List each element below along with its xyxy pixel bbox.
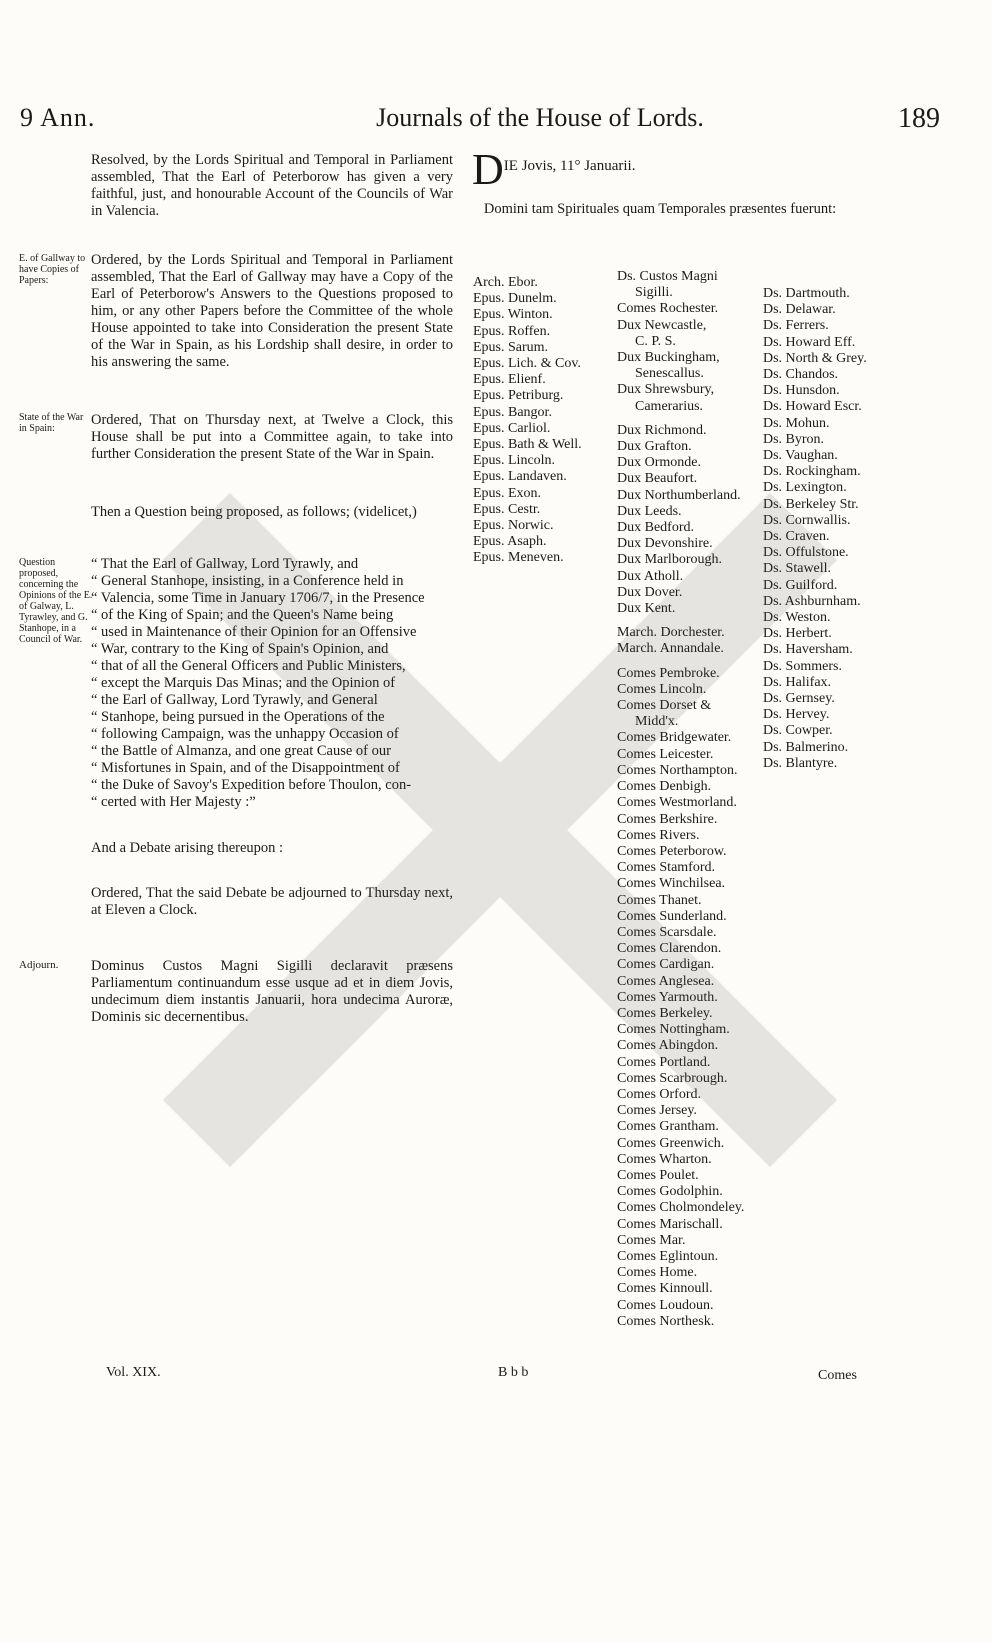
question-line: “ That the Earl of Gallway, Lord Tyrawly, and bbox=[91, 556, 359, 572]
attendee-entry: Ds. Custos Magni bbox=[617, 269, 718, 284]
ordered-paragraph-committee: Ordered, That on Thursday next, at Twelve a Clock, this House shall be put into a Committee again, to take into further Consideration the present State of the War in Spain. bbox=[91, 412, 453, 462]
attendee-entry: Comes Mar. bbox=[617, 1232, 686, 1248]
attendee-entry: Ds. Howard Escr. bbox=[763, 399, 862, 415]
attendee-entry: Comes Scarsdale. bbox=[617, 924, 717, 940]
question-intro: Then a Question being proposed, as follows; (videlicet,) bbox=[91, 504, 417, 520]
attendee-entry: Comes Scarbrough. bbox=[617, 1070, 728, 1086]
attendee-entry: Dux Richmond. bbox=[617, 422, 707, 438]
attendee-entry: Epus. Lich. & Cov. bbox=[473, 356, 581, 372]
attendee-entry: Comes Pembroke. bbox=[617, 665, 720, 681]
attendee-entry: Comes Greenwich. bbox=[617, 1135, 725, 1151]
question-line: “ War, contrary to the King of Spain's Opinion, and bbox=[91, 641, 389, 657]
attendee-entry: Ds. Howard Eff. bbox=[763, 334, 856, 350]
question-line: “ certed with Her Majesty :” bbox=[91, 794, 256, 810]
attendee-entry: Ds. Offulstone. bbox=[763, 545, 849, 561]
attendee-entry: Dux Shrewsbury, bbox=[617, 382, 715, 398]
bishops-list bbox=[473, 275, 582, 567]
attendee-entry: Ds. Cowper. bbox=[763, 723, 833, 739]
attendee-entry: Ds. Weston. bbox=[763, 610, 831, 626]
attendee-entry: Ds. Dartmouth. bbox=[763, 286, 850, 301]
attendee-entry: Comes Jersey. bbox=[617, 1103, 697, 1119]
attendee-entry: Dux Kent. bbox=[617, 601, 676, 617]
attendee-entry: Senescallus. bbox=[635, 366, 704, 382]
attendee-entry: Dux Atholl. bbox=[617, 568, 684, 584]
attendee-entry: Ds. Cornwallis. bbox=[763, 512, 851, 528]
question-line: “ Stanhope, being pursued in the Operations of the bbox=[91, 709, 385, 725]
attendee-entry: Comes Westmorland. bbox=[617, 795, 737, 811]
attendee-entry: Epus. Elienf. bbox=[473, 372, 546, 388]
attendee-entry: Comes Orford. bbox=[617, 1086, 701, 1102]
attendee-entry: Ds. Halifax. bbox=[763, 674, 832, 690]
question-line: “ following Campaign, was the unhappy Occasion of bbox=[91, 726, 399, 742]
attendee-entry: Ds. Delawar. bbox=[763, 302, 836, 318]
question-line: “ Valencia, some Time in January 1706/7, in the Presence bbox=[91, 590, 425, 606]
attendee-entry: Epus. Norwic. bbox=[473, 518, 554, 534]
volume-number: Vol. XIX. bbox=[106, 1365, 161, 1380]
attendee-entry: Comes Wharton. bbox=[617, 1151, 712, 1167]
attendee-entry: Epus. Exon. bbox=[473, 485, 542, 501]
question-line: “ the Earl of Gallway, Lord Tyrawly, and General bbox=[91, 692, 378, 708]
attendee-entry: Epus. Asaph. bbox=[473, 534, 547, 550]
attendee-entry: Comes Northampton. bbox=[617, 762, 738, 778]
attendee-entry: Comes Sunderland. bbox=[617, 908, 727, 924]
attendee-entry: Ds. Chandos. bbox=[763, 367, 839, 383]
attendee-entry: Dux Beaufort. bbox=[617, 471, 698, 487]
attendee-entry: Epus. Bangor. bbox=[473, 404, 552, 420]
attendee-entry: Dux Newcastle, bbox=[617, 317, 707, 333]
attendee-entry: Ds. Craven. bbox=[763, 529, 830, 545]
attendee-entry: Dux Marlborough. bbox=[617, 552, 722, 568]
attendee-entry: Sigilli. bbox=[635, 285, 673, 301]
attendee-entry: Ds. Gernsey. bbox=[763, 691, 835, 707]
attendee-entry: Comes Godolphin. bbox=[617, 1184, 723, 1200]
attendee-entry: Comes Abingdon. bbox=[617, 1038, 719, 1054]
attendee-entry: Dux Devonshire. bbox=[617, 536, 713, 552]
attendee-entry: Comes Clarendon. bbox=[617, 941, 722, 957]
attendee-entry: Camerarius. bbox=[635, 398, 704, 414]
attendance-heading: Domini tam Spirituales quam Temporales præsentes fuerunt: bbox=[483, 201, 837, 217]
adjourn-paragraph: Dominus Custos Magni Sigilli declaravit præsens Parliamentum continuandum esse usque ad et in diem Jovis, undecimum diem instantis Januarii, hora undecima Auroræ, Dominis sic decernentibus. bbox=[91, 958, 453, 1025]
attendee-entry: Epus. Landaven. bbox=[473, 469, 567, 485]
session-date bbox=[472, 145, 636, 194]
attendee-entry: Comes Berkshire. bbox=[617, 811, 718, 827]
attendee-entry: Dux Grafton. bbox=[617, 439, 692, 455]
page-title: Journals of the House of Lords. bbox=[376, 103, 704, 132]
attendee-entry: Ds. Rockingham. bbox=[763, 464, 861, 480]
attendee-entry: Comes Anglesea. bbox=[617, 973, 715, 989]
attendee-entry: C. P. S. bbox=[635, 333, 676, 349]
question-line: “ that of all the General Officers and Public Ministers, bbox=[91, 658, 406, 674]
question-text bbox=[91, 556, 453, 811]
attendee-entry: Ds. Sommers. bbox=[763, 658, 842, 674]
attendee-entry: Dux Leeds. bbox=[617, 503, 682, 519]
question-line: “ the Battle of Almanza, and one great Cause of our bbox=[91, 743, 391, 759]
attendee-entry: Epus. Lincoln. bbox=[473, 453, 556, 469]
page-number: 189 bbox=[898, 103, 940, 134]
attendee-entry: Ds. Haversham. bbox=[763, 642, 853, 658]
attendee-entry: Comes Berkeley. bbox=[617, 1005, 713, 1021]
attendee-entry: Comes Kinnoull. bbox=[617, 1281, 713, 1297]
attendee-entry: Comes Denbigh. bbox=[617, 779, 712, 795]
attendee-entry: Ds. Ferrers. bbox=[763, 318, 829, 334]
attendee-entry: Epus. Sarum. bbox=[473, 339, 549, 355]
attendee-entry: Comes Leicester. bbox=[617, 746, 714, 762]
attendee-entry: Comes Cholmondeley. bbox=[617, 1200, 745, 1216]
attendee-entry: Comes Thanet. bbox=[617, 892, 702, 908]
attendee-entry: Comes Northesk. bbox=[617, 1313, 715, 1329]
attendee-entry: Epus. Meneven. bbox=[473, 550, 564, 566]
question-line: “ of the King of Spain; and the Queen's Name being bbox=[91, 607, 394, 623]
attendee-entry: Ds. Byron. bbox=[763, 431, 825, 447]
margin-note-question: Question proposed, concerning the Opinions of the E. of Galway, L. Tyrawley, and G. Stanhope, in a Council of War. bbox=[19, 557, 93, 645]
margin-note-copies: E. of Gallway to have Copies of Papers: bbox=[19, 253, 86, 286]
ordered-paragraph-adjourn-debate: Ordered, That the said Debate be adjourned to Thursday next, at Eleven a Clock. bbox=[91, 885, 453, 918]
attendee-entry: Ds. Hervey. bbox=[763, 707, 830, 723]
attendee-entry: Comes Loudoun. bbox=[617, 1297, 714, 1313]
question-line: “ except the Marquis Das Minas; and the Opinion of bbox=[91, 675, 396, 691]
question-line: “ Misfortunes in Spain, and of the Disappointment of bbox=[91, 760, 400, 776]
attendee-entry: Dux Buckingham, bbox=[617, 350, 720, 366]
attendee-entry: Epus. Roffen. bbox=[473, 323, 551, 339]
attendee-entry: Dux Dover. bbox=[617, 584, 683, 600]
attendee-entry: Ds. Balmerino. bbox=[763, 739, 849, 755]
attendee-entry: Epus. Carliol. bbox=[473, 420, 551, 436]
attendee-entry: Dux Northumberland. bbox=[617, 487, 741, 503]
attendee-entry: Ds. Lexington. bbox=[763, 480, 847, 496]
attendee-entry: Arch. Ebor. bbox=[473, 275, 538, 290]
attendee-entry: March. Annandale. bbox=[617, 641, 724, 657]
attendee-entry: Comes Eglintoun. bbox=[617, 1248, 719, 1264]
attendee-entry: Comes Portland. bbox=[617, 1054, 711, 1070]
question-line: “ used in Maintenance of their Opinion for an Offensive bbox=[91, 624, 417, 640]
attendee-entry: Comes Lincoln. bbox=[617, 681, 707, 697]
margin-note-adjourn: Adjourn. bbox=[19, 959, 59, 971]
attendee-entry: Comes Nottingham. bbox=[617, 1022, 730, 1038]
attendee-entry: March. Dorchester. bbox=[617, 625, 725, 641]
resolved-paragraph: Resolved, by the Lords Spiritual and Temporal in Parliament assembled, That the Earl of Peterborow has given a very faithful, just, and honourable Account of the Councils of War in Valencia. bbox=[91, 152, 453, 219]
attendee-entry: Ds. Blantyre. bbox=[763, 755, 838, 771]
margin-note-war-in-spain: State of the War in Spain: bbox=[19, 412, 84, 434]
attendee-entry: Epus. Dunelm. bbox=[473, 291, 557, 307]
attendee-entry: Ds. Mohun. bbox=[763, 415, 830, 431]
attendee-entry: Comes Stamford. bbox=[617, 860, 715, 876]
attendee-entry: Dux Bedford. bbox=[617, 520, 694, 536]
barons-list bbox=[763, 286, 867, 772]
attendee-entry: Ds. Vaughan. bbox=[763, 448, 838, 464]
attendee-entry: Ds. Hunsdon. bbox=[763, 383, 840, 399]
catchword: Comes bbox=[818, 1368, 857, 1383]
attendee-entry: Epus. Petriburg. bbox=[473, 388, 564, 404]
attendee-entry: Comes Marischall. bbox=[617, 1216, 723, 1232]
attendee-entry: Comes Yarmouth. bbox=[617, 989, 718, 1005]
attendee-entry: Comes Rivers. bbox=[617, 827, 700, 843]
debate-line: And a Debate arising thereupon : bbox=[91, 840, 284, 856]
attendee-entry: Epus. Winton. bbox=[473, 307, 553, 323]
drop-cap: D bbox=[472, 145, 504, 194]
attendee-entry: Comes Peterborow. bbox=[617, 843, 727, 859]
attendee-entry: Ds. Herbert. bbox=[763, 626, 832, 642]
page-header-left: 9 Ann. bbox=[20, 103, 96, 132]
attendee-entry: Comes Grantham. bbox=[617, 1119, 719, 1135]
attendee-entry: Epus. Bath & Well. bbox=[473, 437, 582, 453]
attendee-entry: Ds. Ashburnham. bbox=[763, 593, 861, 609]
attendee-entry: Comes Cardigan. bbox=[617, 957, 715, 973]
attendee-entry: Dux Ormonde. bbox=[617, 455, 701, 471]
question-line: “ the Duke of Savoy's Expedition before Thoulon, con- bbox=[91, 777, 412, 793]
attendee-entry: Epus. Cestr. bbox=[473, 501, 541, 517]
attendee-entry: Comes Poulet. bbox=[617, 1167, 699, 1183]
signature-mark: B b b bbox=[498, 1365, 529, 1380]
ordered-paragraph-copies: Ordered, by the Lords Spiritual and Temporal in Parliament assembled, That the Earl of Gallway may have a Copy of the Earl of Peterborow's Answers to the Questions proposed to him, or any other Papers before the Committee of the whole House appointed to take into Consideration the present State of the War in Spain, as his Lordship shall desire, in order to his answering the same. bbox=[91, 252, 453, 370]
attendee-entry: Comes Rochester. bbox=[617, 301, 719, 317]
session-date-text: IE Jovis, 11° Januarii. bbox=[503, 158, 636, 174]
attendee-entry: Ds. North & Grey. bbox=[763, 350, 867, 366]
dukes-earls-list bbox=[617, 269, 744, 1330]
attendee-entry: Comes Dorset & bbox=[617, 698, 712, 714]
attendee-entry: Ds. Guilford. bbox=[763, 577, 838, 593]
attendee-entry: Comes Winchilsea. bbox=[617, 876, 726, 892]
attendee-entry: Comes Bridgewater. bbox=[617, 730, 732, 746]
attendee-entry: Ds. Stawell. bbox=[763, 561, 832, 577]
attendee-entry: Ds. Berkeley Str. bbox=[763, 496, 859, 512]
attendee-entry: Midd'x. bbox=[635, 714, 679, 730]
attendee-entry: Comes Home. bbox=[617, 1265, 698, 1281]
question-line: “ General Stanhope, insisting, in a Conference held in bbox=[91, 573, 404, 589]
